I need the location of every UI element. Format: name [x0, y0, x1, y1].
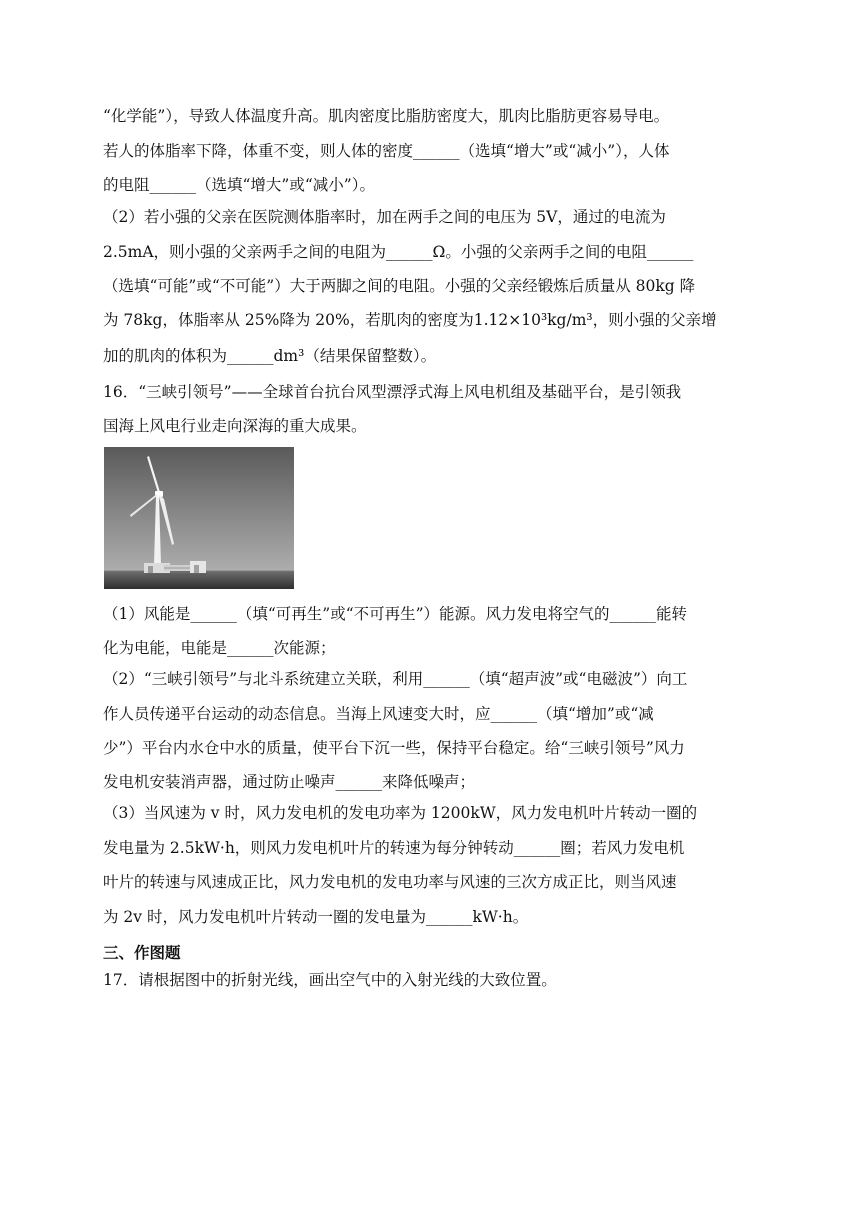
q16-part1-line-2: 化为电能，电能是______次能源；: [103, 639, 336, 657]
q15-part2-line-5: 加的肌肉的体积为______dm³（结果保留整数）。: [103, 347, 437, 365]
q16-part1-line-1: （1）风能是______（填“可再生”或“不可再生”）能源。风力发电将空气的______能转: [103, 605, 688, 623]
q16-part2-line-1: （2）“三峡引领号”与北斗系统建立关联，利用______（填“超声波”或“电磁波”）向工: [103, 670, 688, 688]
q16-intro-line-2: 国海上风电行业走向深海的重大成果。: [103, 417, 367, 435]
q15-text-line-1: “化学能”），导致人体温度升高。肌肉密度比脂肪密度大，肌肉比脂肪更容易导电。: [103, 107, 670, 125]
section-heading-drawing: 三、作图题: [103, 944, 181, 962]
q15-part2-line-3: （选填“可能”或“不可能”）大于两脚之间的电阻。小强的父亲经锻炼后质量从 80kg 降: [103, 277, 696, 295]
q15-part2-line-1: （2）若小强的父亲在医院测体脂率时，加在两手之间的电压为 5V，通过的电流为: [103, 208, 666, 226]
q16-intro-line-1: 16．“三峡引领号”——全球首台抗台风型漂浮式海上风电机组及基础平台，是引领我: [103, 383, 682, 401]
wind-turbine-photo: [104, 447, 294, 589]
q15-text-line-3: 的电阻______（选填“增大”或“减小”）。: [103, 176, 375, 194]
wind-turbine-illustration: [104, 447, 294, 589]
q15-part2-line-4: 为 78kg，体脂率从 25%降为 20%，若肌肉的密度为1.12×10³kg/m³，则小强的父亲增: [103, 311, 717, 329]
q16-part3-line-4: 为 2v 时，风力发电机叶片转动一圈的发电量为______kW·h。: [103, 908, 529, 926]
q16-part2-line-2: 作人员传递平台运动的动态信息。当海上风速变大时，应______（填“增加”或“减: [103, 705, 654, 723]
q16-part2-line-3: 少”）平台内水仓中水的质量，使平台下沉一些，保持平台稳定。给“三峡引领号”风力: [103, 739, 685, 757]
q16-part3-line-1: （3）当风速为 v 时，风力发电机的发电功率为 1200kW，风力发电机叶片转动一圈的: [103, 804, 698, 822]
q15-text-line-2: 若人的体脂率下降，体重不变，则人体的密度______（选填“增大”或“减小”），人体: [103, 142, 670, 160]
q16-part2-line-4: 发电机安装消声器，通过防止噪声______来降低噪声；: [103, 773, 476, 791]
q16-part3-line-2: 发电量为 2.5kW·h，则风力发电机叶片的转速为每分钟转动______圈；若风力发电机: [103, 839, 685, 857]
q16-part3-line-3: 叶片的转速与风速成正比，风力发电机的发电功率与风速的三次方成正比，则当风速: [103, 873, 677, 891]
q15-part2-line-2: 2.5mA，则小强的父亲两手之间的电阻为______Ω。小强的父亲两手之间的电阻______: [103, 243, 694, 261]
q17-text: 17．请根据图中的折射光线，画出空气中的入射光线的大致位置。: [103, 971, 557, 989]
